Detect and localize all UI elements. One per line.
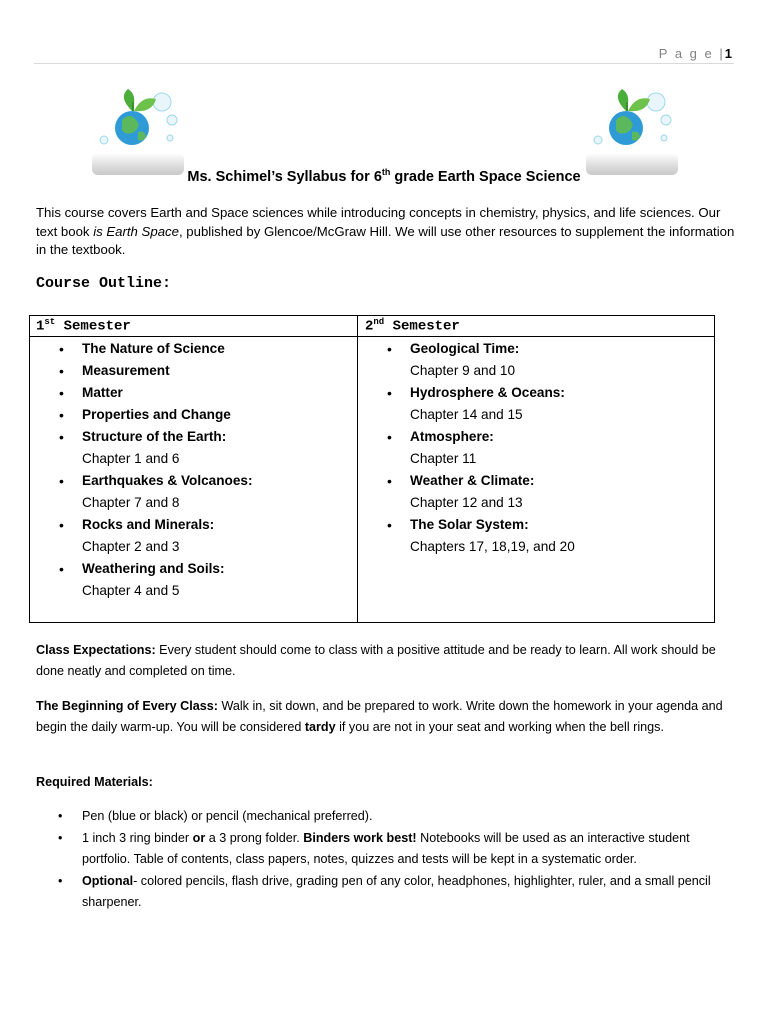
binder-or: or <box>192 831 206 845</box>
topic-title: Rocks and Minerals: <box>82 517 215 532</box>
title-main: Ms. Schimel’s Syllabus for 6 <box>187 168 382 185</box>
table-column-divider <box>357 316 358 622</box>
topic-title: Weathering and Soils: <box>82 561 225 576</box>
topic-chapters: Chapter 2 and 3 <box>82 539 180 554</box>
topic-item <box>386 470 706 514</box>
topic-title: The Solar System: <box>410 517 529 532</box>
topic-chapters: Chapter 9 and 10 <box>410 363 516 378</box>
topic-item <box>386 338 706 382</box>
topic-item <box>58 382 348 404</box>
materials-list <box>36 806 736 914</box>
topic-title: Geological Time: <box>410 341 520 356</box>
beginning-of-class <box>36 696 736 738</box>
topic-item <box>386 426 706 470</box>
class-expectations <box>36 640 736 682</box>
expectations-text: Every student should come to class with a positive attitude and be ready to learn. All work should be done neatly and completed on time. <box>36 643 716 678</box>
required-materials-heading: Required Materials: <box>36 775 153 789</box>
title-superscript: th <box>381 167 391 177</box>
topic-title: Measurement <box>82 363 170 378</box>
materials-item <box>36 828 736 870</box>
intro-text-2: , published by Glencoe/McGraw Hill. We will use other resources to supplement the information in the textbook. <box>36 223 735 257</box>
optional-label: Optional <box>82 874 134 888</box>
semester-1-word: Semester <box>55 318 131 335</box>
topic-item <box>58 426 348 470</box>
course-intro <box>36 204 736 260</box>
semester-1-topics <box>58 338 348 602</box>
topic-title: Properties and Change <box>82 407 231 422</box>
topic-chapters: Chapter 12 and 13 <box>410 495 523 510</box>
semester-2-heading <box>365 317 460 335</box>
page-separator: | <box>719 46 725 61</box>
page-number-value: 1 <box>724 46 732 61</box>
course-outline-table <box>29 315 715 623</box>
topic-title: The Nature of Science <box>82 341 225 356</box>
header-rule <box>34 63 734 64</box>
topic-item <box>58 404 348 426</box>
materials-item <box>36 871 736 913</box>
topic-item <box>58 514 348 558</box>
topic-item <box>58 558 348 602</box>
textbook-name: is Earth Space <box>93 223 179 239</box>
earth-plant-logo-left <box>92 80 182 172</box>
earth-plant-logo-right <box>586 80 676 172</box>
semester-1-sup: st <box>44 317 56 327</box>
binder-text-c: Notebooks will be used as an interactive student portfolio. Table of contents, class papers, notes, quizzes and tests will be kept in a systematic order. <box>82 831 690 866</box>
topic-item <box>58 338 348 360</box>
topic-title: Earthquakes & Volcanoes: <box>82 473 253 488</box>
topic-title: Hydrosphere & Oceans: <box>410 385 565 400</box>
optional-text: - colored pencils, flash drive, grading pen of any color, headphones, highlighter, ruler, and a small pencil sharpener. <box>82 874 711 909</box>
semester-2-topics <box>386 338 706 558</box>
binder-text-b: a 3 prong folder. <box>205 831 304 845</box>
topic-title: Matter <box>82 385 123 400</box>
binder-text-a: 1 inch 3 ring binder <box>82 831 193 845</box>
title-rest: grade Earth Space Science <box>390 168 581 185</box>
course-outline-heading: Course Outline: <box>36 275 172 292</box>
topic-chapters: Chapter 4 and 5 <box>82 583 180 598</box>
topic-chapters: Chapter 11 <box>410 451 477 466</box>
topic-item <box>58 360 348 382</box>
tardy-word: tardy <box>304 720 336 734</box>
beginning-text-2: if you are not in your seat and working when the bell rings. <box>335 720 664 734</box>
topic-chapters: Chapters 17, 18,19, and 20 <box>410 539 575 554</box>
topic-title: Structure of the Earth: <box>82 429 227 444</box>
semester-2-word: Semester <box>384 318 460 335</box>
topic-chapters: Chapter 14 and 15 <box>410 407 523 422</box>
topic-title: Atmosphere: <box>410 429 494 444</box>
page-number <box>659 46 732 61</box>
topic-item <box>386 382 706 426</box>
semester-1-heading <box>36 317 131 335</box>
binders-work-best: Binders work best! <box>303 831 417 845</box>
expectations-label: Class Expectations: <box>36 643 156 657</box>
intro-text-1: This course covers Earth and Space sciences while introducing concepts in chemistry, physics, and life sciences. Our text book <box>36 205 721 239</box>
semester-1-num: 1 <box>36 318 45 335</box>
semester-2-num: 2 <box>365 318 374 335</box>
topic-item <box>58 470 348 514</box>
topic-chapters: Chapter 7 and 8 <box>82 495 180 510</box>
topic-title: Weather & Climate: <box>410 473 535 488</box>
topic-item <box>386 514 706 558</box>
materials-item-text: Pen (blue or black) or pencil (mechanical preferred). <box>82 809 373 823</box>
page-word: P a g e <box>658 46 714 61</box>
table-header-divider <box>30 336 714 337</box>
semester-2-sup: nd <box>373 317 385 327</box>
materials-item <box>36 806 736 827</box>
beginning-label: The Beginning of Every Class: <box>36 699 218 713</box>
topic-chapters: Chapter 1 and 6 <box>82 451 180 466</box>
beginning-text-1: Walk in, sit down, and be prepared to work. Write down the homework in your agenda and begin the daily warm-up. You will be considered <box>36 699 723 734</box>
syllabus-title <box>0 167 768 185</box>
